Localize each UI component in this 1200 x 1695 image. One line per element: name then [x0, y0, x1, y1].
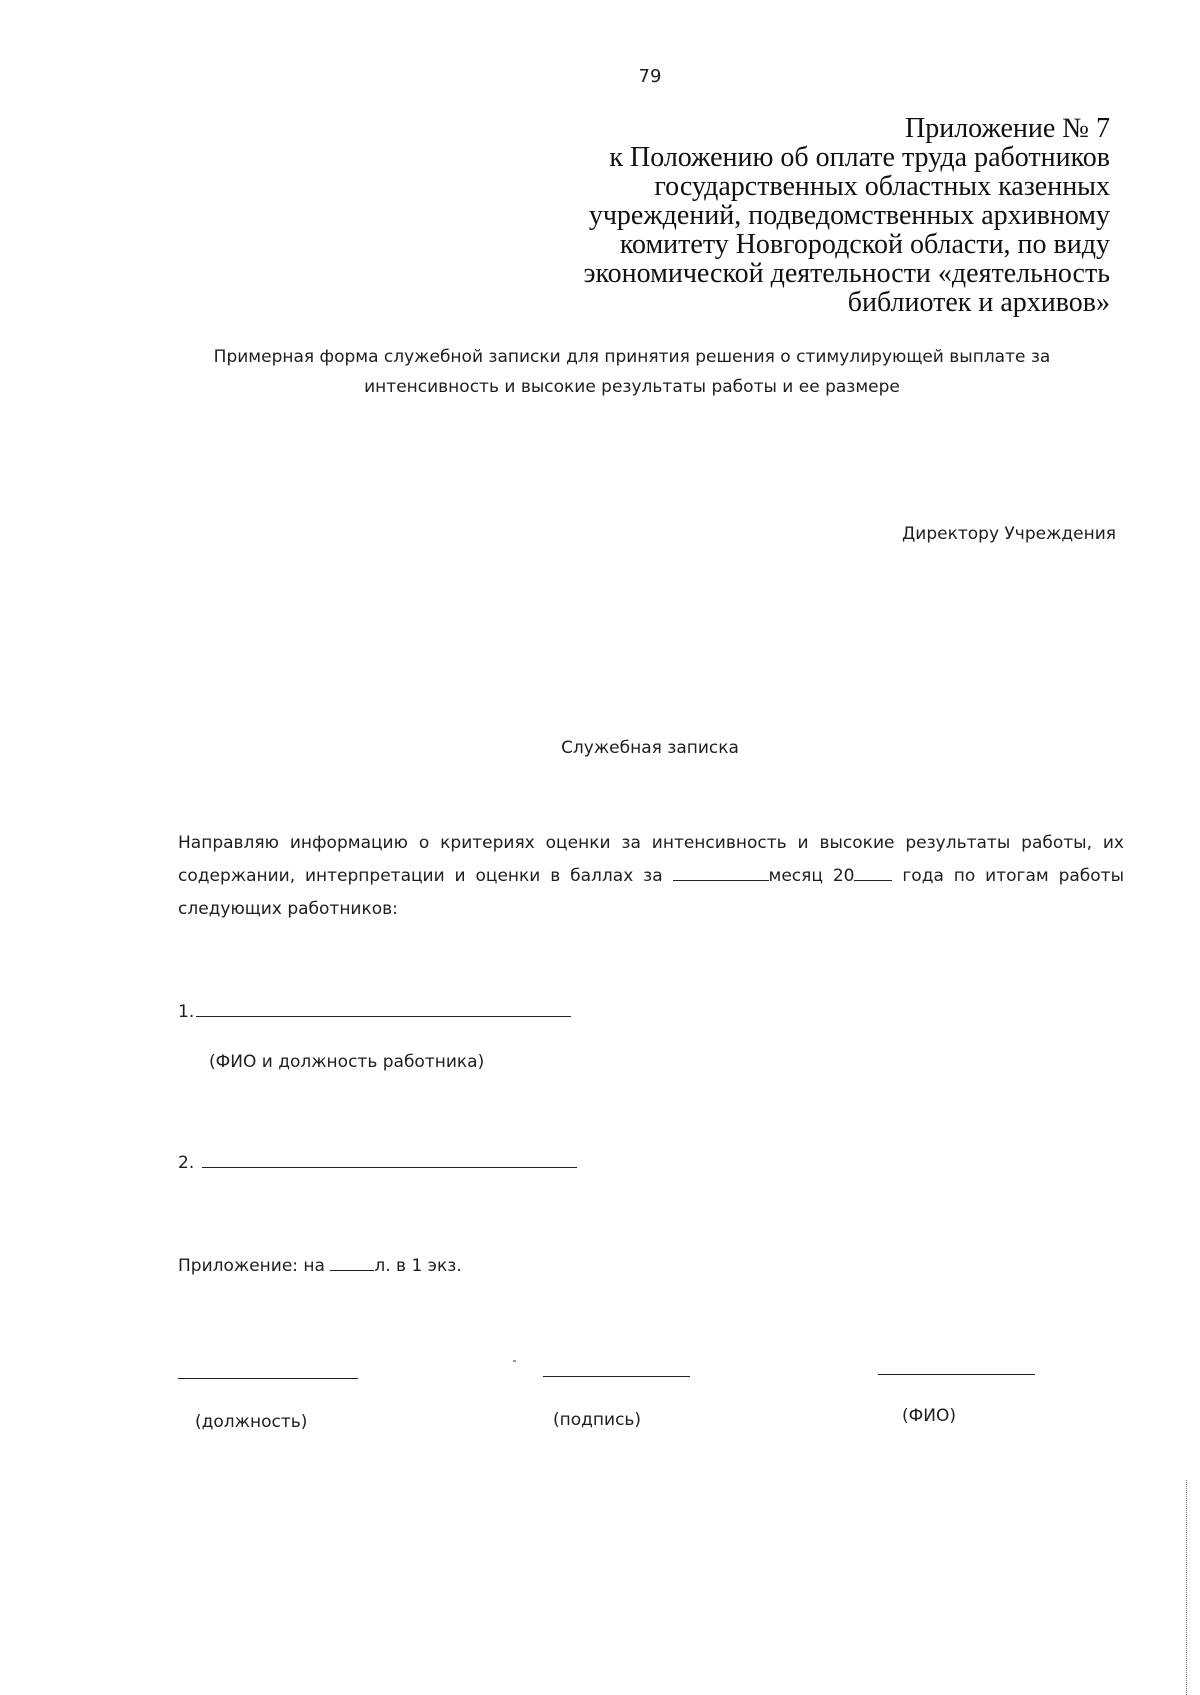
- signature-line[interactable]: [543, 1376, 690, 1377]
- scan-edge-mark: [1186, 1480, 1187, 1695]
- attachment-prefix: Приложение: на: [178, 1256, 331, 1276]
- employee-blank-2[interactable]: [202, 1153, 577, 1168]
- appendix-line: к Положению об оплате труда работников: [609, 142, 1110, 173]
- employee-hint: (ФИО и должность работника): [209, 1052, 485, 1072]
- attachment-suffix: л. в 1 экз.: [374, 1256, 462, 1276]
- position-signature-line[interactable]: [178, 1378, 358, 1379]
- addressee: Директору Учреждения: [902, 524, 1116, 544]
- memo-body-text: месяц 20: [768, 866, 855, 886]
- signature-label: (подпись): [553, 1410, 642, 1430]
- memo-body-text: Направляю информацию о критериях оценки за интенсивность и высокие результаты работы, их содержании, интерпретации и оценки в баллах за: [178, 833, 1124, 886]
- item-number: 2.: [178, 1153, 195, 1173]
- month-blank[interactable]: [673, 868, 769, 881]
- memo-body-text: года по итогам работы следующих работников:: [178, 866, 1124, 919]
- item-number: 1.: [178, 1002, 195, 1022]
- form-title-line: Примерная форма служебной записки для принятия решения о стимулирующей выплате за: [213, 347, 1051, 367]
- employee-item-2: [178, 1153, 577, 1173]
- memo-body: [178, 827, 1124, 926]
- appendix-line: учреждений, подведомственных архивному: [588, 200, 1110, 231]
- position-label: (должность): [195, 1412, 308, 1432]
- employee-item-1: [178, 1002, 571, 1022]
- attachment-line: [178, 1256, 462, 1276]
- appendix-line: комитету Новгородской области, по виду: [619, 229, 1110, 260]
- name-signature-line[interactable]: [878, 1374, 1035, 1375]
- appendix-line: библиотек и архивов»: [847, 287, 1110, 318]
- scan-speck: [513, 1360, 516, 1362]
- appendix-line: Приложение № 7: [905, 113, 1110, 144]
- appendix-header: [470, 114, 1110, 317]
- appendix-line: экономической деятельности «деятельность: [583, 258, 1110, 289]
- name-label: (ФИО): [902, 1406, 956, 1426]
- memo-title: Служебная записка: [561, 738, 739, 758]
- year-blank[interactable]: [854, 868, 892, 881]
- form-title-line: интенсивность и высокие результаты работы и ее размере: [364, 377, 900, 397]
- page-number: 79: [638, 66, 662, 87]
- appendix-line: государственных областных казенных: [654, 171, 1110, 202]
- employee-blank-1[interactable]: [196, 1002, 571, 1017]
- form-title: [150, 342, 1114, 402]
- sheets-blank[interactable]: [330, 1258, 374, 1271]
